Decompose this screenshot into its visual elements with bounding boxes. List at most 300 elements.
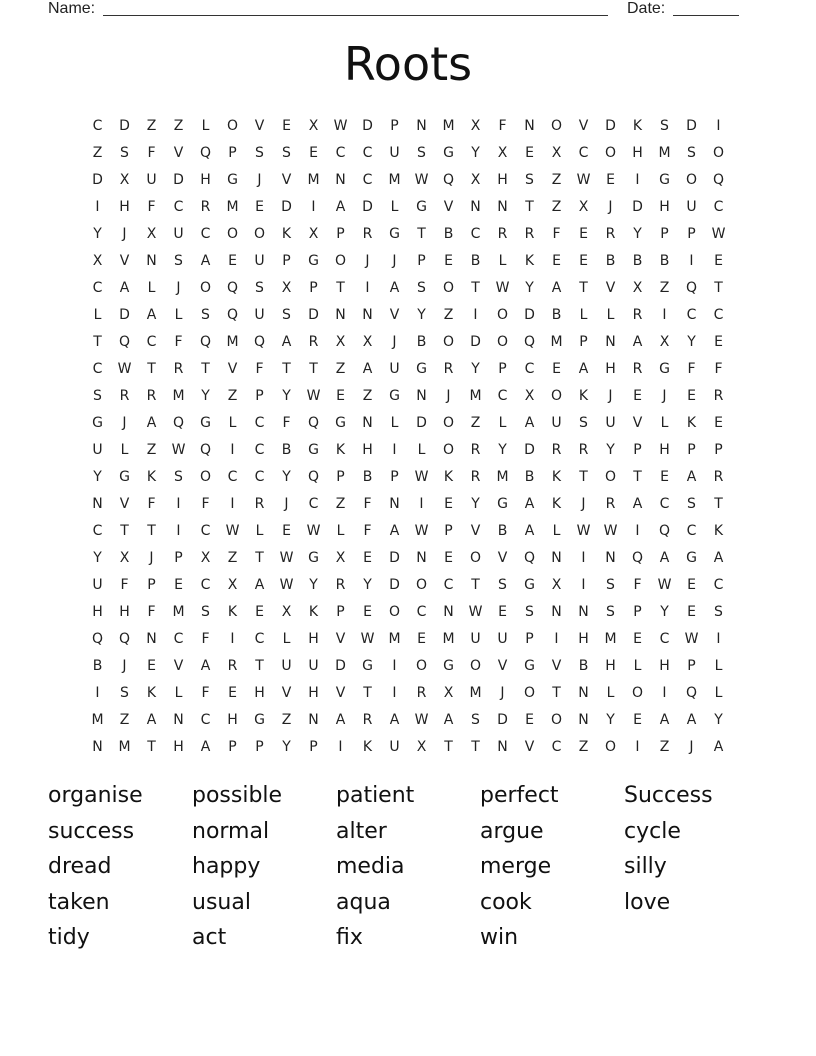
grid-letter: C — [578, 144, 589, 161]
grid-letter: J — [446, 387, 451, 404]
grid-letter: B — [470, 252, 481, 269]
grid-letter: I — [581, 549, 586, 566]
grid-letter: O — [469, 549, 482, 566]
grid-letter: J — [122, 657, 127, 674]
date-blank-line[interactable] — [673, 15, 739, 16]
grid-letter: N — [335, 306, 346, 323]
grid-letter: Z — [335, 360, 346, 377]
grid-letter: C — [713, 198, 724, 215]
grid-letter: Z — [173, 117, 184, 134]
grid-letter: A — [200, 252, 211, 269]
grid-letter: Q — [199, 441, 212, 458]
grid-letter: L — [498, 414, 507, 431]
grid-letter: O — [550, 117, 563, 134]
grid-letter: A — [146, 306, 157, 323]
grid-letter: V — [524, 738, 535, 755]
grid-letter: D — [416, 414, 427, 431]
grid-letter: P — [336, 603, 345, 620]
grid-letter: V — [497, 549, 508, 566]
grid-letter: C — [227, 468, 238, 485]
grid-letter: V — [254, 117, 265, 134]
grid-letter: M — [307, 171, 320, 188]
grid-letter: P — [309, 279, 318, 296]
grid-letter: M — [658, 144, 671, 161]
grid-letter: E — [687, 576, 696, 593]
grid-letter: A — [389, 711, 400, 728]
grid-letter: T — [120, 522, 129, 539]
grid-letter: C — [308, 495, 319, 512]
grid-letter: W — [117, 360, 132, 377]
grid-letter: Z — [92, 144, 103, 161]
grid-letter: P — [417, 252, 426, 269]
grid-letter: Z — [551, 171, 562, 188]
grid-letter: Q — [307, 468, 320, 485]
grid-letter: O — [415, 576, 428, 593]
grid-letter: S — [120, 144, 129, 161]
grid-letter: Y — [282, 468, 291, 485]
grid-letter: L — [606, 306, 615, 323]
grid-letter: E — [579, 252, 588, 269]
grid-letter: S — [417, 279, 426, 296]
grid-letter: P — [336, 468, 345, 485]
grid-letter: Z — [578, 738, 589, 755]
grid-letter: R — [632, 360, 643, 377]
grid-letter: T — [525, 198, 534, 215]
grid-letter: N — [146, 630, 157, 647]
grid-letter: Y — [201, 387, 210, 404]
grid-row — [84, 517, 732, 544]
grid-letter: D — [632, 198, 643, 215]
grid-letter: Y — [417, 306, 426, 323]
grid-letter: H — [227, 711, 238, 728]
grid-letter: X — [308, 225, 319, 242]
grid-letter: D — [92, 171, 103, 188]
word-list-item: tidy — [48, 925, 90, 950]
grid-row — [84, 382, 732, 409]
grid-letter: A — [281, 333, 292, 350]
grid-letter: U — [389, 360, 400, 377]
grid-letter: D — [362, 198, 373, 215]
grid-letter: S — [93, 387, 102, 404]
grid-letter: X — [227, 576, 238, 593]
grid-letter: K — [146, 468, 157, 485]
grid-letter: P — [390, 117, 399, 134]
grid-letter: G — [497, 495, 508, 512]
grid-letter: X — [470, 117, 481, 134]
grid-letter: E — [444, 495, 453, 512]
grid-letter: O — [442, 333, 455, 350]
grid-letter: P — [336, 225, 345, 242]
grid-letter: L — [282, 630, 291, 647]
grid-letter: W — [657, 576, 672, 593]
grid-letter: D — [524, 441, 535, 458]
grid-letter: Y — [606, 441, 615, 458]
grid-letter: Q — [199, 144, 212, 161]
grid-letter: N — [470, 198, 481, 215]
grid-letter: W — [495, 279, 510, 296]
grid-letter: A — [335, 711, 346, 728]
grid-letter: U — [146, 171, 157, 188]
grid-row — [84, 328, 732, 355]
grid-letter: M — [442, 630, 455, 647]
grid-letter: W — [279, 549, 294, 566]
grid-letter: G — [524, 576, 535, 593]
grid-letter: N — [551, 549, 562, 566]
grid-letter: G — [659, 360, 670, 377]
grid-letter: S — [579, 414, 588, 431]
grid-letter: L — [147, 279, 156, 296]
grid-letter: V — [578, 117, 589, 134]
grid-row — [84, 490, 732, 517]
grid-letter: F — [201, 630, 210, 647]
grid-letter: N — [578, 603, 589, 620]
word-list-item: taken — [48, 889, 110, 915]
grid-letter: N — [524, 117, 535, 134]
grid-letter: Z — [227, 549, 238, 566]
grid-letter: I — [635, 522, 640, 539]
grid-letter: V — [551, 657, 562, 674]
grid-letter: Y — [93, 549, 102, 566]
word-list-item: patient — [336, 783, 415, 808]
grid-letter: T — [444, 738, 453, 755]
grid-letter: O — [226, 117, 239, 134]
grid-letter: B — [551, 306, 562, 323]
grid-letter: F — [120, 576, 129, 593]
grid-letter: D — [389, 549, 400, 566]
grid-letter: T — [309, 360, 318, 377]
grid-letter: Y — [606, 711, 615, 728]
grid-letter: T — [255, 657, 264, 674]
grid-letter: G — [308, 441, 319, 458]
grid-letter: E — [498, 603, 507, 620]
grid-letter: W — [576, 171, 591, 188]
grid-letter: O — [253, 225, 266, 242]
grid-letter: S — [498, 576, 507, 593]
grid-letter: Y — [660, 603, 669, 620]
grid-letter: V — [227, 360, 238, 377]
grid-letter: A — [659, 549, 670, 566]
grid-letter: L — [201, 117, 210, 134]
grid-letter: W — [225, 522, 240, 539]
grid-letter: A — [524, 414, 535, 431]
grid-letter: B — [605, 252, 616, 269]
grid-letter: Q — [523, 549, 536, 566]
grid-letter: H — [119, 603, 130, 620]
grid-letter: A — [335, 198, 346, 215]
grid-letter: C — [200, 576, 211, 593]
grid-letter: G — [416, 198, 427, 215]
grid-letter: E — [633, 630, 642, 647]
grid-letter: E — [660, 468, 669, 485]
grid-letter: L — [255, 522, 264, 539]
word-list-item: organise — [48, 783, 143, 808]
grid-letter: Q — [226, 306, 239, 323]
grid-letter: A — [389, 279, 400, 296]
grid-letter: V — [470, 522, 481, 539]
grid-letter: C — [92, 522, 103, 539]
grid-letter: R — [146, 387, 157, 404]
grid-letter: X — [632, 279, 643, 296]
grid-letter: Z — [227, 387, 238, 404]
grid-letter: L — [174, 306, 183, 323]
grid-letter: P — [255, 387, 264, 404]
grid-letter: C — [686, 522, 697, 539]
grid-letter: Q — [253, 333, 266, 350]
grid-letter: B — [632, 252, 643, 269]
grid-letter: I — [392, 441, 397, 458]
grid-letter: L — [552, 522, 561, 539]
grid-letter: X — [200, 549, 211, 566]
grid-letter: U — [173, 225, 184, 242]
grid-letter: K — [443, 468, 454, 485]
grid-letter: G — [686, 549, 697, 566]
grid-letter: L — [120, 441, 129, 458]
grid-letter: I — [581, 576, 586, 593]
grid-letter: U — [281, 657, 292, 674]
grid-letter: T — [471, 279, 480, 296]
grid-letter: J — [122, 225, 127, 242]
grid-row — [84, 679, 732, 706]
grid-letter: Q — [307, 414, 320, 431]
grid-letter: N — [146, 252, 157, 269]
grid-letter: F — [498, 117, 507, 134]
grid-letter: U — [470, 630, 481, 647]
grid-letter: R — [362, 711, 373, 728]
word-list-item: happy — [192, 854, 261, 879]
grid-letter: X — [308, 117, 319, 134]
grid-letter: Z — [146, 441, 157, 458]
grid-letter: Q — [523, 333, 536, 350]
word-list-item: fix — [336, 925, 363, 950]
grid-letter: N — [173, 711, 184, 728]
grid-letter: Y — [498, 441, 507, 458]
grid-letter: Y — [687, 333, 696, 350]
grid-letter: I — [392, 684, 397, 701]
grid-row — [84, 571, 732, 598]
grid-letter: W — [306, 522, 321, 539]
grid-letter: F — [687, 360, 696, 377]
grid-letter: I — [689, 252, 694, 269]
grid-letter: K — [551, 495, 562, 512]
word-list-item: cycle — [624, 818, 681, 844]
grid-letter: K — [524, 252, 535, 269]
grid-letter: F — [363, 495, 372, 512]
grid-letter: E — [714, 333, 723, 350]
grid-letter: I — [662, 306, 667, 323]
grid-letter: S — [525, 603, 534, 620]
grid-letter: G — [200, 414, 211, 431]
grid-letter: P — [282, 252, 291, 269]
grid-letter: Y — [714, 711, 723, 728]
grid-letter: A — [551, 279, 562, 296]
grid-letter: U — [497, 630, 508, 647]
grid-letter: T — [633, 468, 642, 485]
grid-letter: C — [659, 630, 670, 647]
grid-letter: Z — [443, 306, 454, 323]
grid-letter: O — [550, 711, 563, 728]
grid-letter: W — [684, 630, 699, 647]
grid-letter: A — [146, 414, 157, 431]
grid-letter: E — [525, 711, 534, 728]
grid-letter: O — [685, 171, 698, 188]
grid-letter: X — [119, 549, 130, 566]
grid-letter: S — [525, 171, 534, 188]
grid-letter: E — [336, 387, 345, 404]
grid-letter: B — [524, 468, 535, 485]
word-list-item: love — [624, 889, 671, 915]
grid-letter: Y — [471, 360, 480, 377]
grid-letter: G — [254, 711, 265, 728]
grid-letter: I — [662, 684, 667, 701]
grid-letter: Y — [282, 387, 291, 404]
grid-letter: F — [714, 360, 723, 377]
grid-letter: S — [687, 495, 696, 512]
grid-letter: H — [605, 360, 616, 377]
grid-letter: S — [174, 252, 183, 269]
grid-letter: J — [176, 279, 181, 296]
grid-letter: N — [362, 306, 373, 323]
grid-letter: E — [255, 603, 264, 620]
grid-letter: X — [416, 738, 427, 755]
name-blank-line[interactable] — [103, 15, 608, 16]
grid-letter: C — [686, 306, 697, 323]
grid-letter: Z — [146, 117, 157, 134]
grid-letter: B — [362, 468, 373, 485]
grid-letter: C — [497, 387, 508, 404]
grid-letter: K — [146, 684, 157, 701]
grid-letter: E — [687, 387, 696, 404]
grid-letter: S — [282, 306, 291, 323]
grid-letter: Z — [659, 738, 670, 755]
grid-letter: R — [713, 468, 724, 485]
grid-letter: Q — [631, 549, 644, 566]
grid-letter: F — [552, 225, 561, 242]
grid-letter: X — [470, 171, 481, 188]
grid-letter: O — [334, 252, 347, 269]
grid-row — [84, 463, 732, 490]
grid-letter: W — [576, 522, 591, 539]
grid-letter: Y — [93, 468, 102, 485]
grid-letter: I — [716, 117, 721, 134]
grid-letter: M — [172, 603, 185, 620]
grid-letter: X — [335, 549, 346, 566]
grid-letter: O — [415, 657, 428, 674]
grid-letter: A — [443, 711, 454, 728]
grid-letter: S — [606, 603, 615, 620]
grid-letter: C — [254, 441, 265, 458]
grid-row — [84, 598, 732, 625]
grid-letter: N — [416, 549, 427, 566]
date-label: Date: — [627, 0, 666, 17]
grid-letter: D — [389, 576, 400, 593]
grid-letter: F — [201, 495, 210, 512]
grid-letter: T — [282, 360, 291, 377]
grid-letter: I — [635, 738, 640, 755]
grid-letter: U — [92, 576, 103, 593]
grid-letter: O — [199, 468, 212, 485]
grid-letter: D — [335, 657, 346, 674]
grid-letter: H — [632, 144, 643, 161]
grid-letter: Q — [712, 171, 725, 188]
grid-letter: T — [201, 360, 210, 377]
grid-letter: O — [442, 414, 455, 431]
grid-letter: C — [92, 117, 103, 134]
grid-letter: S — [255, 279, 264, 296]
word-list-item: cook — [480, 889, 532, 915]
grid-letter: L — [417, 441, 426, 458]
grid-letter: U — [308, 657, 319, 674]
grid-letter: F — [147, 495, 156, 512]
grid-letter: H — [659, 441, 670, 458]
grid-letter: U — [605, 414, 616, 431]
grid-letter: T — [552, 684, 561, 701]
grid-letter: J — [608, 198, 613, 215]
grid-letter: J — [689, 738, 694, 755]
grid-letter: O — [523, 684, 536, 701]
grid-letter: N — [389, 495, 400, 512]
grid-letter: O — [442, 279, 455, 296]
grid-letter: I — [230, 495, 235, 512]
grid-letter: K — [227, 603, 238, 620]
grid-letter: G — [416, 360, 427, 377]
grid-letter: V — [389, 306, 400, 323]
grid-letter: E — [444, 549, 453, 566]
grid-letter: M — [91, 711, 104, 728]
grid-letter: E — [552, 252, 561, 269]
grid-letter: O — [226, 225, 239, 242]
grid-letter: V — [119, 495, 130, 512]
grid-letter: R — [200, 198, 211, 215]
grid-letter: E — [363, 549, 372, 566]
grid-letter: I — [95, 684, 100, 701]
grid-letter: L — [93, 306, 102, 323]
grid-letter: P — [714, 441, 723, 458]
grid-letter: G — [92, 414, 103, 431]
grid-letter: Q — [442, 171, 455, 188]
grid-letter: N — [497, 738, 508, 755]
grid-letter: J — [365, 252, 370, 269]
grid-letter: A — [659, 711, 670, 728]
grid-letter: W — [333, 117, 348, 134]
grid-letter: R — [497, 225, 508, 242]
grid-letter: C — [659, 495, 670, 512]
grid-letter: W — [414, 171, 429, 188]
grid-letter: Q — [91, 630, 104, 647]
grid-letter: H — [200, 171, 211, 188]
grid-letter: L — [579, 306, 588, 323]
grid-letter: I — [716, 630, 721, 647]
grid-letter: D — [173, 171, 184, 188]
grid-letter: R — [335, 576, 346, 593]
grid-letter: T — [714, 495, 723, 512]
grid-letter: C — [173, 198, 184, 215]
grid-letter: K — [686, 414, 697, 431]
grid-letter: F — [147, 144, 156, 161]
grid-letter: O — [550, 387, 563, 404]
grid-letter: E — [147, 657, 156, 674]
grid-letter: R — [551, 441, 562, 458]
grid-letter: N — [362, 414, 373, 431]
grid-row — [84, 274, 732, 301]
grid-letter: Y — [471, 495, 480, 512]
grid-letter: B — [659, 252, 670, 269]
grid-letter: A — [713, 738, 724, 755]
grid-letter: G — [119, 468, 130, 485]
word-list-item: alter — [336, 818, 387, 844]
grid-letter: H — [173, 738, 184, 755]
grid-letter: I — [635, 171, 640, 188]
grid-letter: D — [281, 198, 292, 215]
